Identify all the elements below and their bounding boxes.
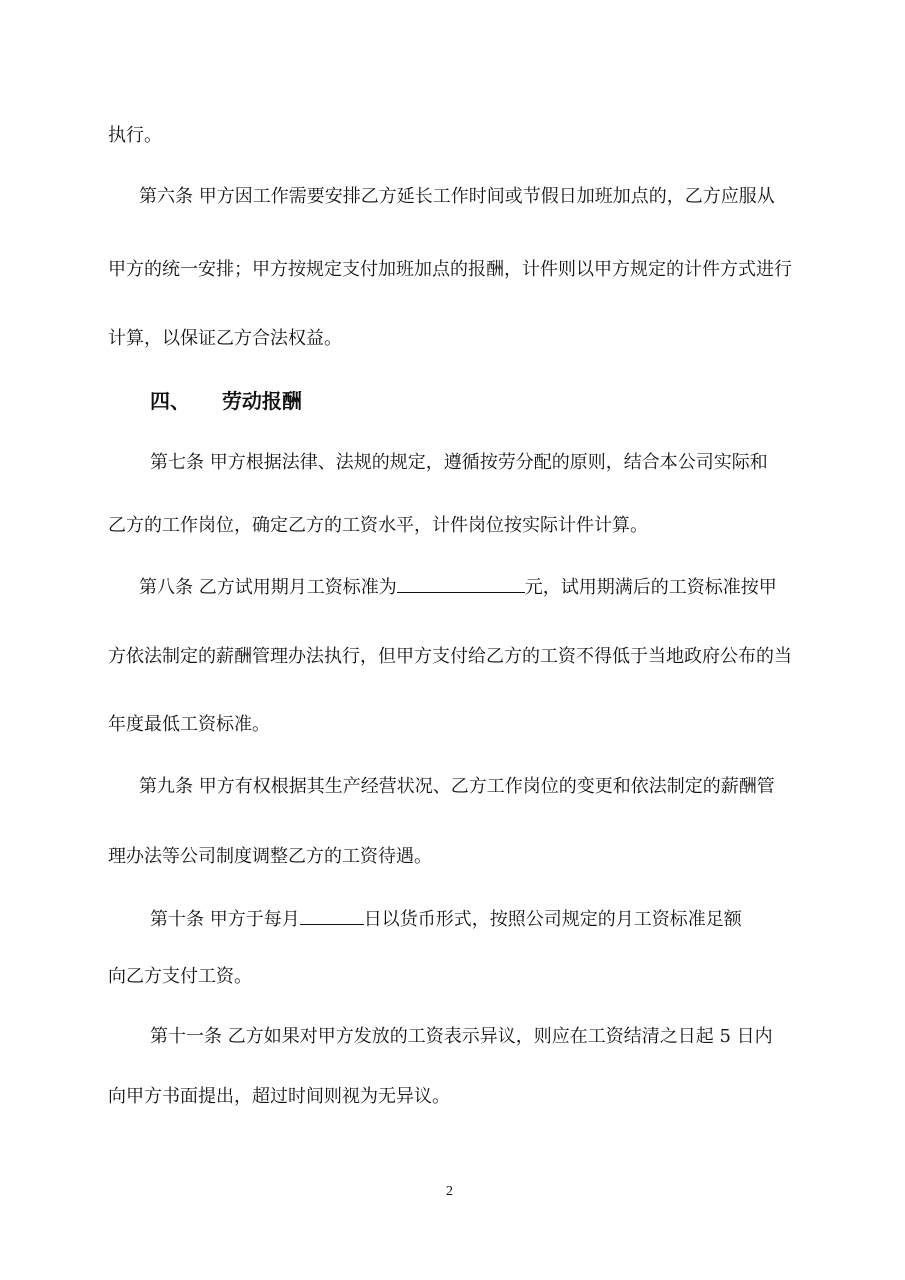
article-10-text-before: 第十条 甲方于每月: [150, 909, 300, 930]
page-number: 2: [446, 1184, 453, 1199]
paragraph-line: 第六条 甲方因工作需要安排乙方延长工作时间或节假日加班加点的，乙方应服从: [139, 186, 775, 207]
salary-blank: [397, 574, 525, 593]
section-number: 四、: [150, 389, 190, 413]
paragraph-line: 方依法制定的薪酬管理办法执行，但甲方支付给乙方的工资不得低于当地政府公布的当: [108, 646, 792, 667]
paragraph-line: 年度最低工资标准。: [108, 714, 270, 735]
paragraph-line: 向甲方书面提出，超过时间则视为无异议。: [108, 1086, 450, 1107]
payday-blank: [300, 906, 364, 925]
paragraph-line: 乙方的工作岗位，确定乙方的工资水平，计件岗位按实际计件计算。: [108, 515, 648, 536]
paragraph-line: 理办法等公司制度调整乙方的工资待遇。: [108, 846, 432, 867]
section-title: 劳动报酬: [221, 389, 302, 413]
paragraph-line: 第七条 甲方根据法律、法规的规定，遵循按劳分配的原则，结合本公司实际和: [150, 452, 768, 473]
paragraph-line: 计算，以保证乙方合法权益。: [108, 328, 342, 349]
paragraph-line: [150, 906, 742, 932]
article-8-text-after: 元，试用期满后的工资标准按甲: [524, 577, 777, 598]
article-10-text-after: 日以货币形式，按照公司规定的月工资标准足额: [363, 909, 742, 930]
paragraph-line: 第九条 甲方有权根据其生产经营状况、乙方工作岗位的变更和依法制定的薪酬管: [139, 776, 775, 797]
section-heading: [150, 389, 302, 413]
paragraph-line: 执行。: [108, 125, 162, 146]
paragraph-line: 甲方的统一安排；甲方按规定支付加班加点的报酬，计件则以甲方规定的计件方式进行: [108, 259, 792, 280]
article-8-text-before: 第八条 乙方试用期月工资标准为: [139, 577, 397, 598]
paragraph-line: 向乙方支付工资。: [108, 966, 252, 987]
paragraph-line: [139, 574, 777, 600]
paragraph-line: 第十一条 乙方如果对甲方发放的工资表示异议，则应在工资结清之日起 5 日内: [150, 1026, 773, 1047]
